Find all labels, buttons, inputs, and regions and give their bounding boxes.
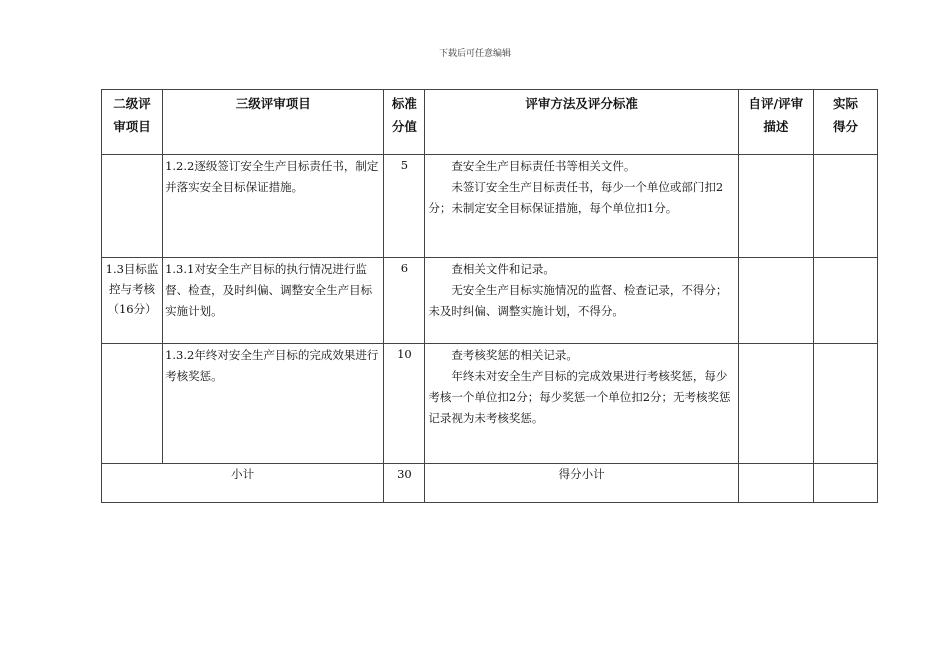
header-secondary-item: 二级评 审项目 — [102, 90, 163, 155]
self-review-cell — [738, 155, 813, 258]
review-table — [101, 89, 878, 503]
secondary-item-cell: 1.3目标监控与考核（16分） — [102, 258, 163, 344]
header-self-review-description: 自评/评审 描述 — [738, 90, 813, 155]
subtotal-score: 30 — [384, 464, 425, 503]
actual-score-cell — [813, 258, 877, 344]
subtotal-actual-score-cell — [813, 464, 877, 503]
subtotal-label: 小计 — [102, 464, 384, 503]
subtotal-method-label: 得分小计 — [425, 464, 738, 503]
self-review-cell — [738, 258, 813, 344]
secondary-item-cell — [102, 344, 163, 464]
item-cell: 1.2.2逐级签订安全生产目标责任书，制定并落实安全目标保证措施。 — [163, 155, 384, 258]
header-review-method: 评审方法及评分标准 — [425, 90, 738, 155]
table-row — [102, 155, 878, 258]
item-cell: 1.3.2年终对安全生产目标的完成效果进行考核奖惩。 — [163, 344, 384, 464]
header-standard-score: 标准 分值 — [384, 90, 425, 155]
table-header-row — [102, 90, 878, 155]
actual-score-cell — [813, 344, 877, 464]
score-cell: 6 — [384, 258, 425, 344]
item-cell: 1.3.1对安全生产目标的执行情况进行监督、检查，及时纠偏、调整安全生产目标实施计划。 — [163, 258, 384, 344]
score-cell: 10 — [384, 344, 425, 464]
self-review-cell — [738, 344, 813, 464]
subtotal-row — [102, 464, 878, 503]
method-cell: 查安全生产目标责任书等相关文件。 未签订安全生产目标责任书，每少一个单位或部门扣2分；未制定安全目标保证措施，每个单位扣1分。 — [425, 155, 738, 258]
header-actual-score: 实际 得分 — [813, 90, 877, 155]
subtotal-self-review-cell — [738, 464, 813, 503]
method-cell: 查相关文件和记录。 无安全生产目标实施情况的监督、检查记录，不得分；未及时纠偏、调整实施计划，不得分。 — [425, 258, 738, 344]
table-row — [102, 344, 878, 464]
secondary-item-cell — [102, 155, 163, 258]
page-header-note: 下载后可任意编辑 — [438, 49, 511, 59]
method-cell: 查考核奖惩的相关记录。 年终未对安全生产目标的完成效果进行考核奖惩，每少考核一个单位扣2分；每少奖惩一个单位扣2分；无考核奖惩记录视为未考核奖惩。 — [425, 344, 738, 464]
header-tertiary-item: 三级评审项目 — [163, 90, 384, 155]
table-row — [102, 258, 878, 344]
score-cell: 5 — [384, 155, 425, 258]
actual-score-cell — [813, 155, 877, 258]
